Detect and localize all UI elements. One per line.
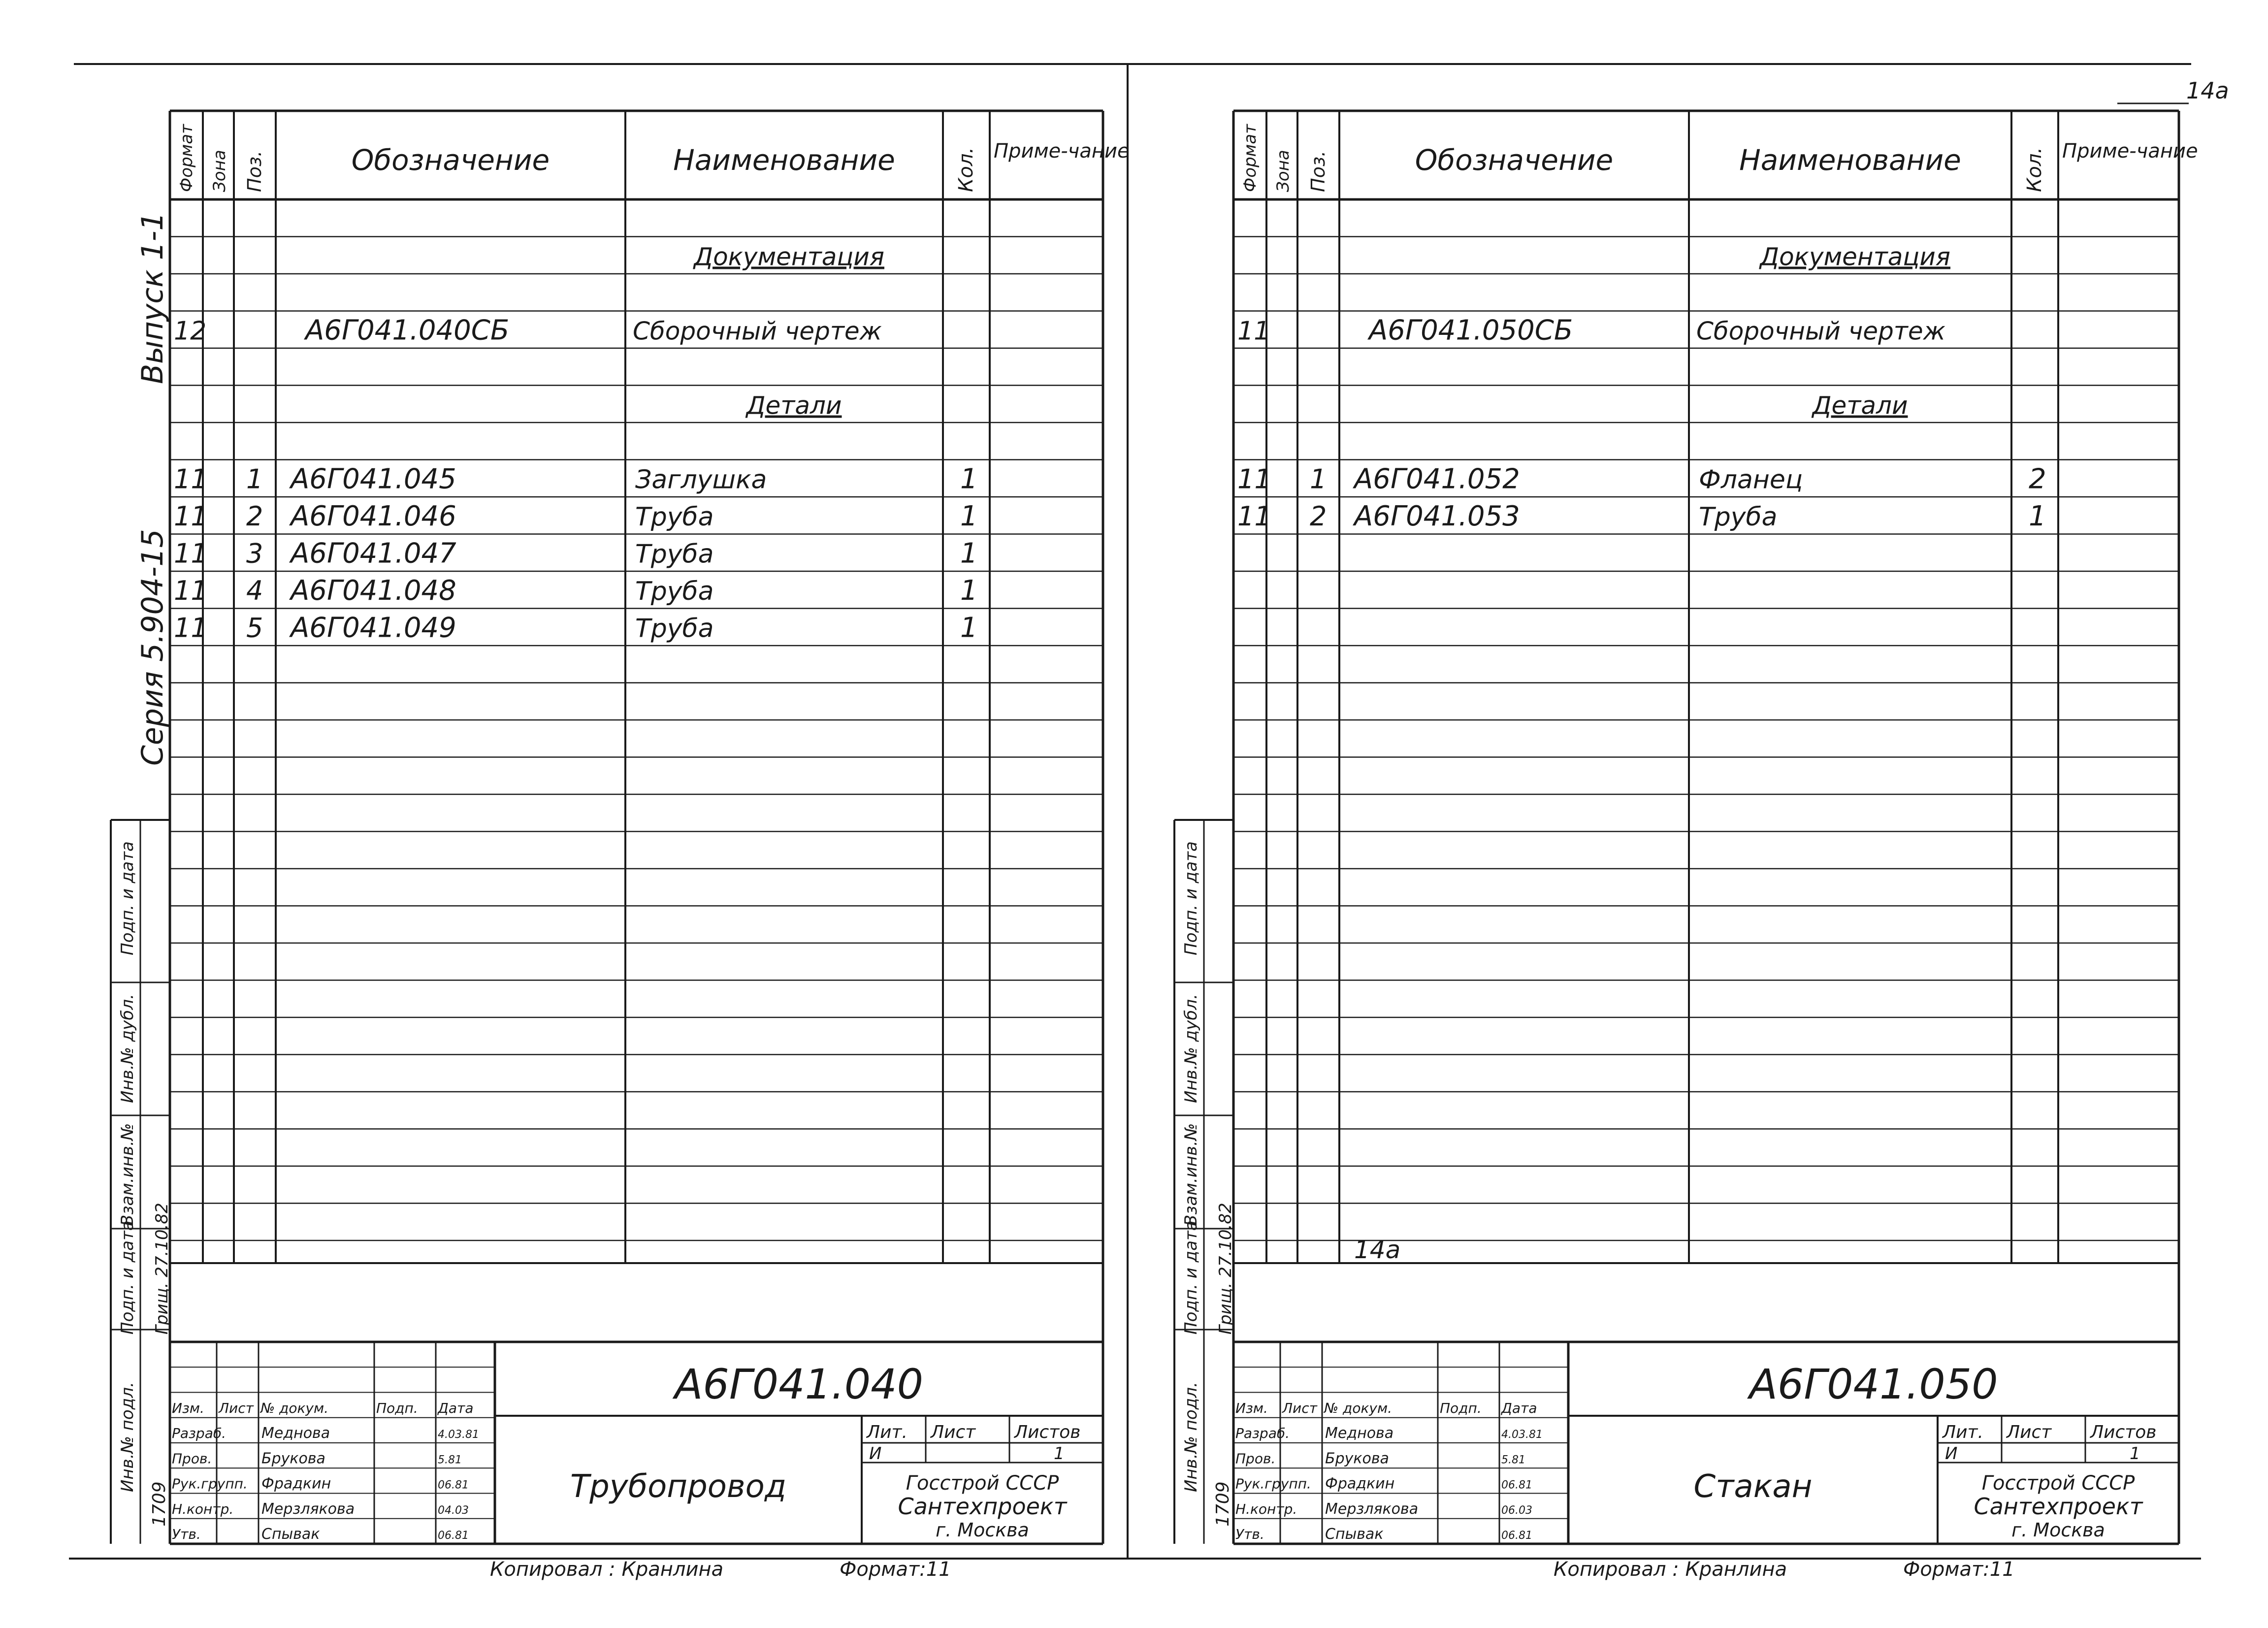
item-format: 11 xyxy=(174,463,208,495)
title-block-col-header: Лист xyxy=(1282,1400,1317,1416)
title-block-date: 4.03.81 xyxy=(1501,1429,1543,1441)
stamp-side-label: Подп. и дата xyxy=(118,841,137,955)
title-block-date: 5.81 xyxy=(1501,1454,1525,1466)
section-parts: Детали xyxy=(1812,391,1908,420)
title-block-role: Н.контр. xyxy=(172,1500,234,1517)
org-line-1: Госстрой СССР xyxy=(1981,1472,2135,1495)
title-block-date: 5.81 xyxy=(438,1454,462,1466)
item-format: 11 xyxy=(174,575,208,606)
title-block-role: Разраб. xyxy=(172,1425,227,1441)
org-line-2: Сантехпроект xyxy=(1974,1493,2143,1520)
footer-format: Формат:11 xyxy=(840,1558,951,1581)
title-block-col-header: Подп. xyxy=(1440,1400,1482,1416)
doc-row-format: 12 xyxy=(174,316,207,346)
item-name: Фланец xyxy=(1699,465,1803,495)
section-parts: Детали xyxy=(746,391,842,420)
header-pos: Поз. xyxy=(244,150,265,192)
item-designation: А6Г041.046 xyxy=(291,500,456,532)
stamp-side-label: Подп. и дата xyxy=(118,1220,137,1335)
listov-value: 1 xyxy=(2130,1444,2140,1464)
lit-header: Лит. xyxy=(867,1422,907,1442)
header-pos: Поз. xyxy=(1307,150,1329,192)
title-block-date: 06.81 xyxy=(438,1530,469,1542)
item-name: Труба xyxy=(635,577,714,606)
footer-format: Формат:11 xyxy=(1903,1558,2015,1581)
item-pos: 2 xyxy=(246,501,263,532)
list-header: Лист xyxy=(2007,1422,2052,1442)
title-block-date: 04.03 xyxy=(438,1504,469,1517)
item-qty: 2 xyxy=(2029,463,2046,495)
header-format: Формат xyxy=(177,124,196,192)
title-block-name: Фрадкин xyxy=(261,1475,331,1493)
org-line-3: г. Москва xyxy=(936,1519,1029,1541)
title-block-name: Фрадкин xyxy=(1325,1475,1395,1493)
item-name: Труба xyxy=(635,614,714,644)
item-designation: А6Г041.052 xyxy=(1354,463,1520,495)
org-line-3: г. Москва xyxy=(2011,1519,2105,1541)
item-name: Труба xyxy=(635,539,714,569)
title-block-date: 06.81 xyxy=(1501,1479,1532,1492)
listov-header: Листов xyxy=(1014,1422,1081,1442)
title-block-col-header: Дата xyxy=(1501,1400,1537,1416)
header-note: Приме-чание xyxy=(994,140,1130,163)
title-block-date: 06.03 xyxy=(1501,1504,1532,1517)
lit-value: И xyxy=(1945,1444,1958,1464)
item-pos: 5 xyxy=(246,612,263,644)
listov-header: Листов xyxy=(2090,1422,2157,1442)
header-name: Наименование xyxy=(1739,143,1961,177)
stamp-side-label: Взам.инв.№ xyxy=(118,1123,137,1226)
header-zone: Зона xyxy=(210,150,229,192)
item-format: 11 xyxy=(1237,501,1271,532)
title-block-name: Брукова xyxy=(261,1450,325,1467)
lit-value: И xyxy=(869,1444,882,1464)
stamp-side-label: Взам.инв.№ xyxy=(1181,1123,1201,1226)
item-pos: 1 xyxy=(1310,463,1327,495)
header-note: Приме-чание xyxy=(2062,140,2198,163)
inner-mark: 14а xyxy=(1354,1236,1401,1264)
item-designation: А6Г041.047 xyxy=(291,537,456,570)
org-line-2: Сантехпроект xyxy=(898,1493,1067,1520)
title-block-col-header: Изм. xyxy=(1235,1400,1268,1416)
item-pos: 3 xyxy=(246,538,263,569)
item-qty: 1 xyxy=(960,575,978,607)
side-label-vypusk: Выпуск 1-1 xyxy=(135,212,170,384)
corner-mark: 14а xyxy=(2186,77,2229,104)
list-header: Лист xyxy=(931,1422,976,1442)
item-name: Труба xyxy=(635,502,714,532)
title-block-role: Пров. xyxy=(172,1450,212,1467)
title-block-col-header: Подп. xyxy=(376,1400,418,1416)
item-pos: 1 xyxy=(246,463,263,495)
title-block-name: Меднова xyxy=(1325,1425,1394,1442)
title-block-date: 4.03.81 xyxy=(438,1429,479,1441)
item-format: 11 xyxy=(174,501,208,532)
title-block-col-header: Дата xyxy=(438,1400,474,1416)
side-label-seria: Серия 5.904-15 xyxy=(135,529,170,766)
item-qty: 1 xyxy=(960,463,978,495)
title-block-col-header: Лист xyxy=(219,1400,254,1416)
item-designation: А6Г041.045 xyxy=(291,463,456,495)
item-name: Заглушка xyxy=(635,465,767,495)
section-documentation: Документация xyxy=(694,242,884,271)
document-number: А6Г041.040 xyxy=(674,1360,924,1408)
header-format: Формат xyxy=(1240,124,1260,192)
stamp-inventory: 1709 xyxy=(1213,1481,1233,1527)
item-qty: 1 xyxy=(960,612,978,644)
title-block-name: Спывак xyxy=(261,1526,320,1543)
document-number: А6Г041.050 xyxy=(1749,1360,1998,1408)
title-block-date: 06.81 xyxy=(438,1479,469,1492)
title-block-role: Рук.групп. xyxy=(1235,1475,1311,1492)
header-designation: Обозначение xyxy=(1415,143,1614,177)
header-designation: Обозначение xyxy=(351,143,550,177)
title-block-name: Мерзлякова xyxy=(1325,1500,1419,1518)
document-title: Стакан xyxy=(1693,1468,1813,1505)
header-qty: Кол. xyxy=(2023,147,2046,192)
title-block-role: Пров. xyxy=(1235,1450,1276,1467)
item-format: 11 xyxy=(174,612,208,644)
footer-copied: Копировал : Кранлина xyxy=(1554,1558,1787,1581)
stamp-side-label: Инв.№ дубл. xyxy=(1181,994,1201,1103)
title-block-name: Брукова xyxy=(1325,1450,1389,1467)
section-documentation: Документация xyxy=(1760,242,1950,271)
title-block-col-header: № докум. xyxy=(1324,1400,1393,1416)
doc-row-designation: А6Г041.050СБ xyxy=(1369,314,1573,347)
item-pos: 4 xyxy=(246,575,263,606)
header-qty: Кол. xyxy=(955,147,977,192)
title-block-role: Утв. xyxy=(172,1526,201,1542)
title-block-col-header: № докум. xyxy=(260,1400,329,1416)
org-line-1: Госстрой СССР xyxy=(906,1472,1059,1495)
stamp-signature: Грищ. 27.10.82 xyxy=(152,1203,172,1335)
stamp-signature: Грищ. 27.10.82 xyxy=(1216,1203,1235,1335)
title-block-name: Меднова xyxy=(261,1425,330,1442)
item-designation: А6Г041.053 xyxy=(1354,500,1520,532)
stamp-side-label: Инв.№ подл. xyxy=(1181,1382,1201,1492)
item-qty: 1 xyxy=(960,537,978,570)
document-title: Трубопровод xyxy=(570,1468,786,1505)
listov-value: 1 xyxy=(1054,1444,1065,1464)
doc-row-designation: А6Г041.040СБ xyxy=(305,314,510,347)
item-format: 11 xyxy=(174,538,208,569)
title-block-role: Разраб. xyxy=(1235,1425,1290,1441)
doc-row-format: 11 xyxy=(1237,316,1270,346)
title-block-date: 06.81 xyxy=(1501,1530,1532,1542)
stamp-side-label: Подп. и дата xyxy=(1181,1220,1201,1335)
title-block-role: Утв. xyxy=(1235,1526,1264,1542)
item-designation: А6Г041.048 xyxy=(291,575,456,607)
item-qty: 1 xyxy=(2029,500,2046,532)
title-block-name: Мерзлякова xyxy=(261,1500,355,1518)
item-qty: 1 xyxy=(960,500,978,532)
title-block-role: Рук.групп. xyxy=(172,1475,248,1492)
item-name: Труба xyxy=(1699,502,1778,532)
doc-row-name: Сборочный чертеж xyxy=(1696,317,1945,346)
item-designation: А6Г041.049 xyxy=(291,612,456,644)
item-format: 11 xyxy=(1237,463,1271,495)
stamp-side-label: Инв.№ подл. xyxy=(118,1382,137,1492)
footer-copied: Копировал : Кранлина xyxy=(490,1558,724,1581)
stamp-inventory: 1709 xyxy=(149,1481,169,1527)
header-zone: Зона xyxy=(1273,150,1293,192)
stamp-side-label: Инв.№ дубл. xyxy=(118,994,137,1103)
header-name: Наименование xyxy=(673,143,895,177)
stamp-side-label: Подп. и дата xyxy=(1181,841,1201,955)
doc-row-name: Сборочный чертеж xyxy=(633,317,882,346)
title-block-name: Спывак xyxy=(1325,1526,1384,1543)
item-pos: 2 xyxy=(1310,501,1327,532)
title-block-role: Н.контр. xyxy=(1235,1500,1297,1517)
title-block-col-header: Изм. xyxy=(172,1400,204,1416)
lit-header: Лит. xyxy=(1943,1422,1983,1442)
